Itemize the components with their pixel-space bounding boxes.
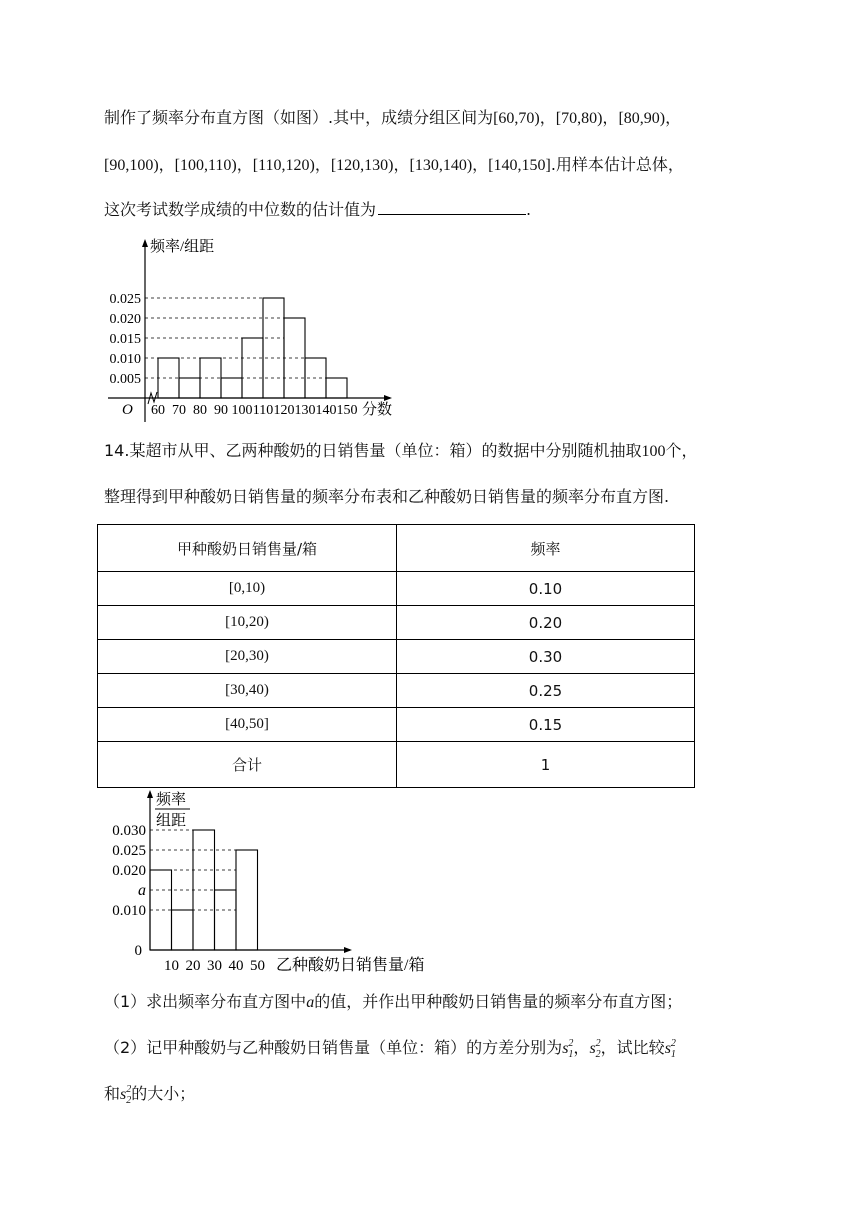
table-cell-interval: [10,20): [98, 606, 397, 640]
y-tick-label: 0.020: [112, 863, 146, 879]
table-row: [98, 606, 695, 640]
x-tick-label: 80: [193, 403, 207, 418]
table-cell-frequency: 0.20: [397, 606, 695, 640]
separator: ，: [539, 108, 556, 127]
table-row: [98, 708, 695, 742]
part1-a: （1）求出频率分布直方图中: [104, 992, 307, 1011]
answer-blank[interactable]: [378, 200, 526, 215]
y-tick-label: 0.015: [109, 332, 141, 347]
histogram-bar: [179, 378, 200, 398]
table-cell-frequency: 0.30: [397, 640, 695, 674]
y-tick-label: 0.020: [109, 312, 141, 327]
x-tick-label: 140: [315, 403, 337, 418]
x-tick-label: 130: [294, 403, 316, 418]
origin-label: O: [122, 402, 133, 418]
histogram-bar: [215, 890, 237, 950]
q13-line-2: [104, 155, 684, 176]
table-cell-interval: [40,50]: [98, 708, 397, 742]
table-cell-interval: [0,10): [98, 572, 397, 606]
y-tick-label-a: a: [138, 882, 146, 899]
y-tick-label: 0.010: [112, 903, 146, 919]
separator: ，: [158, 155, 175, 174]
q13-line-1-text: 制作了频率分布直方图（如图）.其中，成绩分组区间为: [104, 108, 494, 127]
origin-label: 0: [134, 943, 142, 959]
separator: ，: [314, 155, 331, 174]
table-row: [98, 572, 695, 606]
histogram-bar: [263, 298, 284, 398]
q14-intro-a: 14.某超市从甲、乙两种酸奶的日销售量（单位：箱）的数据中分别随机抽取: [104, 441, 642, 460]
separator: ，: [573, 1038, 590, 1057]
x-axis-label: 分数: [362, 402, 393, 418]
q14-intro-2: 整理得到甲种酸奶日销售量的频率分布表和乙种酸奶日销售量的频率分布直方图.: [104, 487, 670, 506]
histogram-bar: [221, 378, 242, 398]
interval-8: [130,140): [409, 157, 473, 174]
separator: ，: [665, 108, 682, 127]
x-tick-label: 30: [207, 958, 222, 974]
interval-4: [90,100): [104, 157, 159, 174]
table-total-row: [98, 742, 695, 788]
table-header-sales: 甲种酸奶日销售量/箱: [98, 525, 397, 572]
q13-line-3-text: 这次考试数学成绩的中位数的估计值为: [104, 200, 377, 219]
separator: ，: [472, 155, 489, 174]
separator: ，: [393, 155, 410, 174]
q13-line-2-end: .用样本估计总体，: [550, 155, 684, 174]
q14-intro-num: 100: [641, 443, 666, 460]
s1-symbol: $s^2_1$: [562, 1038, 574, 1060]
q14-intro-line-2: [104, 487, 669, 507]
x-axis-label: 乙种酸奶日销售量/箱: [276, 957, 425, 974]
y-tick-label: 0.025: [112, 843, 146, 859]
y-tick-label: 0.030: [112, 823, 146, 839]
table-cell-total-label: 合计: [98, 742, 397, 788]
x-tick-label: 150: [336, 403, 358, 418]
table-cell-frequency: 0.10: [397, 572, 695, 606]
x-tick-label: 100: [231, 403, 253, 418]
histogram-bar: [242, 338, 263, 398]
interval-2: [70,80): [555, 110, 603, 127]
interval-3: [80,90): [618, 110, 666, 127]
table-header-row: [98, 525, 695, 572]
q14-part-2: [104, 1038, 676, 1061]
interval-1: [60,70): [493, 110, 540, 127]
part2-d: 的大小；: [131, 1084, 196, 1103]
y-axis-arrow: [142, 239, 148, 247]
x-tick-label: 90: [214, 403, 228, 418]
histogram-bar: [172, 910, 194, 950]
s2-symbol: $s^2_2$: [120, 1084, 132, 1106]
period: .: [526, 200, 532, 219]
q13-line-3: [104, 200, 531, 220]
y-axis-label: 频率/组距: [150, 239, 215, 255]
histogram-bar: [326, 378, 347, 398]
x-tick-label: 10: [164, 958, 179, 974]
table-cell-frequency: 0.25: [397, 674, 695, 708]
q14-part-1: [104, 992, 682, 1013]
q14-intro-b: 个，: [665, 441, 698, 460]
x-tick-label: 60: [151, 403, 165, 418]
y-tick-label: 0.010: [109, 352, 141, 367]
s2-symbol: $s^2_2$: [589, 1038, 601, 1060]
x-tick-label: 110: [252, 403, 274, 418]
table-header-frequency: 频率: [397, 525, 695, 572]
y-tick-label: 0.025: [109, 292, 141, 307]
y-tick-label: 0.005: [109, 372, 141, 387]
yogurt-b-histogram: [100, 787, 460, 979]
q13-line-1: [104, 108, 681, 129]
table-row: [98, 674, 695, 708]
table-cell-frequency: 0.15: [397, 708, 695, 742]
x-tick-label: 40: [228, 958, 244, 974]
part1-b: 的值，并作出甲种酸奶日销售量的频率分布直方图；: [314, 992, 683, 1011]
histogram-bar: [236, 850, 258, 950]
interval-5: [100,110): [174, 157, 237, 174]
x-tick-label: 20: [185, 958, 201, 974]
part1-var: a: [306, 994, 315, 1011]
separator: ，: [602, 108, 619, 127]
interval-7: [120,130): [330, 157, 394, 174]
x-tick-label: 70: [172, 403, 186, 418]
separator: ，: [236, 155, 253, 174]
table-row: [98, 640, 695, 674]
interval-6: [110,120): [252, 157, 315, 174]
table-cell-total-value: 1: [397, 742, 695, 788]
part2-c: 和: [104, 1084, 121, 1103]
x-tick-label: 50: [250, 958, 265, 974]
interval-9: [140,150]: [488, 157, 551, 174]
q14-part-2-cont: [104, 1084, 195, 1107]
table-cell-interval: [20,30): [98, 640, 397, 674]
x-axis-arrow: [384, 395, 392, 401]
part2-b: ，试比较: [600, 1038, 665, 1057]
s1-symbol: $s^2_1$: [664, 1038, 676, 1060]
y-axis-label-numerator: 频率: [156, 792, 187, 808]
score-histogram: [100, 236, 400, 426]
x-tick-label: 120: [273, 403, 295, 418]
table-cell-interval: [30,40): [98, 674, 397, 708]
part2-a: （2）记甲种酸奶与乙种酸奶日销售量（单位：箱）的方差分别为: [104, 1038, 563, 1057]
sales-frequency-table: [97, 524, 695, 788]
x-axis-arrow: [344, 947, 352, 953]
y-axis-arrow: [147, 790, 153, 798]
y-axis-label-denominator: 组距: [156, 813, 187, 829]
q14-intro-line-1: [104, 441, 697, 462]
